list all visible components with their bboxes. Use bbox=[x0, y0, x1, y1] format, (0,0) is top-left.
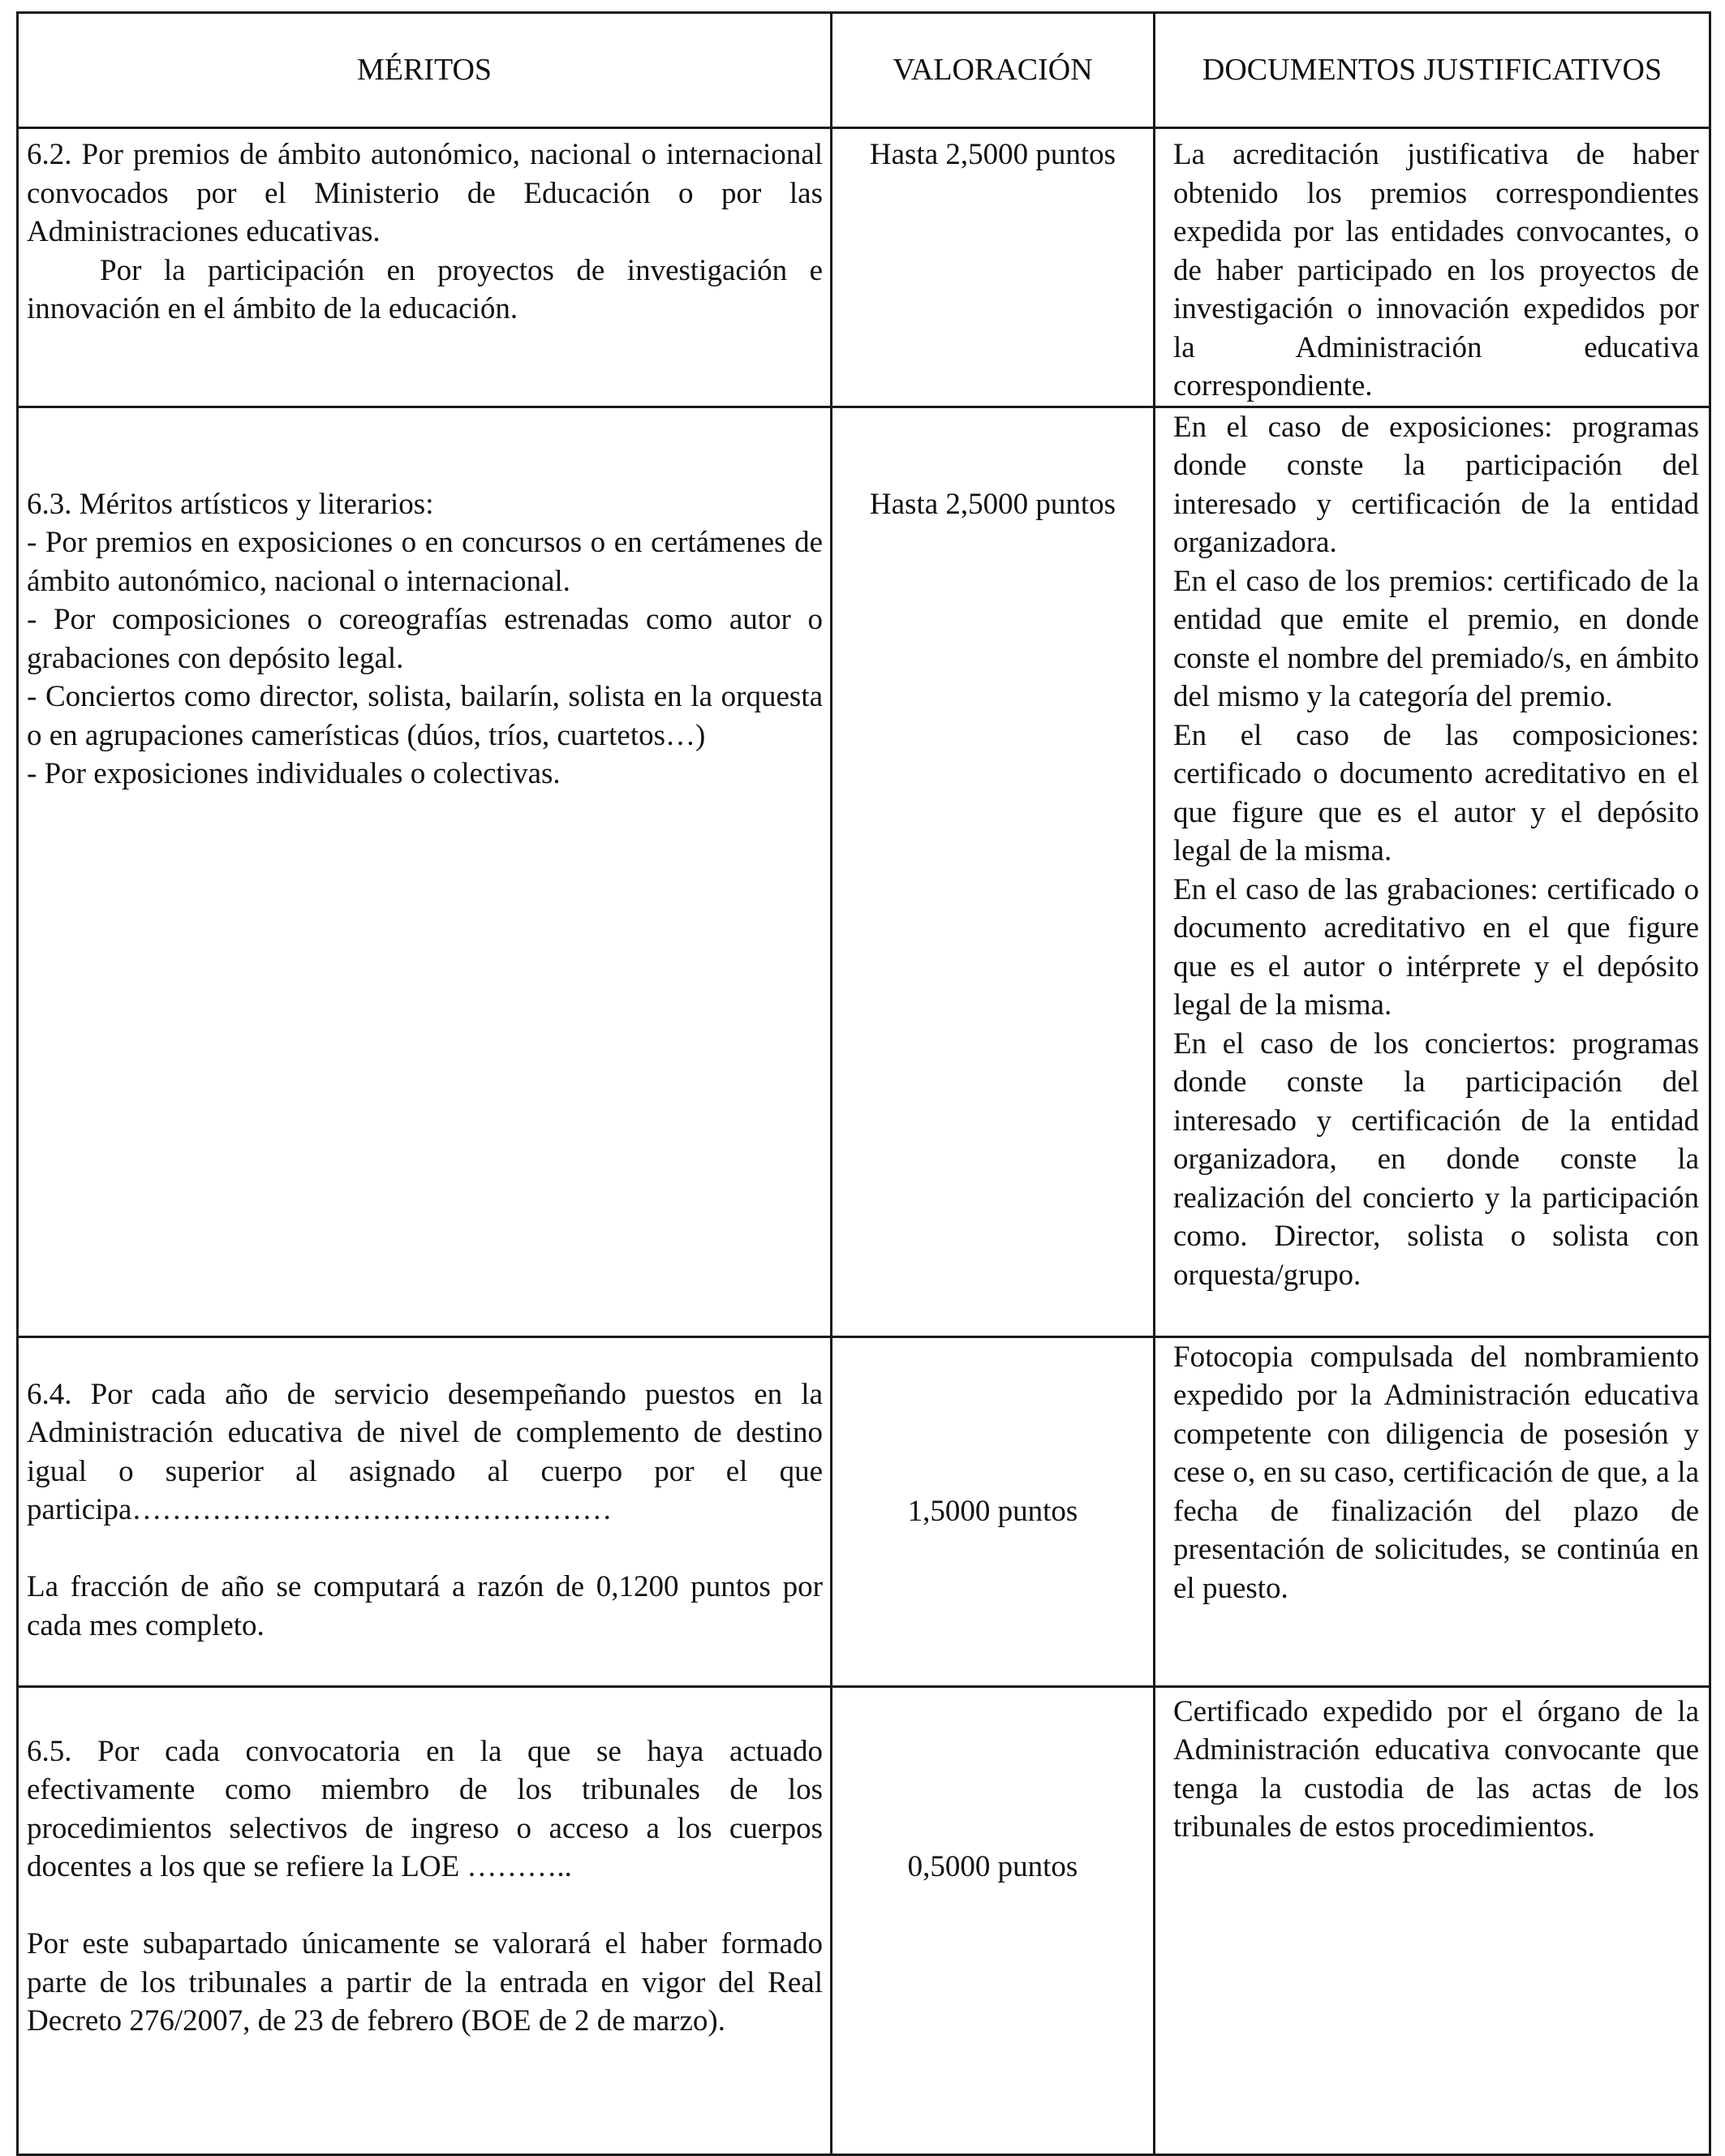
header-meritos: MÉRITOS bbox=[18, 13, 832, 128]
table-row bbox=[18, 1686, 1710, 2154]
merit-text: Por este subapartado únicamente se valorará el haber formado parte de los tribunales a partir de la entrada en vigor del Real Decreto 276/2007, de 23 de febrero (BOE de 2 de marzo). bbox=[27, 1927, 823, 2038]
documents-cell bbox=[1155, 1686, 1710, 2154]
merit-cell bbox=[18, 1336, 832, 1686]
merit-text: 6.4. Por cada año de servicio desempeñando puestos en la Administración educativa de nivel de complemento de destino igual o superior al asignado al cuerpo por el que participa………………………………………… bbox=[27, 1377, 823, 1526]
merit-text: 6.2. Por premios de ámbito autonómico, nacional o internacional convocados por el Ministerio de Educación o por las Administraciones educativas. bbox=[27, 138, 823, 248]
merit-text: - Por premios en exposiciones o en concursos o en certámenes de ámbito autonómico, nacional o internacional. bbox=[27, 526, 823, 598]
documents-cell bbox=[1155, 128, 1710, 407]
documents-text: Fotocopia compulsada del nombramiento expedido por la Administración educativa competente con diligencia de posesión y cese o, en su caso, certificación de que, a la fecha de finalización del plazo de presentación de solicitudes, se continúa en el puesto. bbox=[1173, 1340, 1699, 1605]
documents-text: En el caso de exposiciones: programas donde conste la participación del interesado y certificación de la entidad organizadora. bbox=[1173, 410, 1699, 559]
table-row bbox=[18, 128, 1710, 407]
header-row bbox=[18, 13, 1710, 128]
documents-cell bbox=[1155, 1336, 1710, 1686]
valuation-text: 1,5000 puntos bbox=[907, 1494, 1078, 1528]
valuation-text: Hasta 2,5000 puntos bbox=[869, 138, 1116, 171]
valuation-cell bbox=[832, 407, 1155, 1336]
merit-cell bbox=[18, 1686, 832, 2154]
merit-text: - Por exposiciones individuales o colectivas. bbox=[27, 757, 561, 790]
merit-cell bbox=[18, 128, 832, 407]
documents-text: Certificado expedido por el órgano de la Administración educativa convocante que tenga la custodia de las actas de los tribunales de estos procedimientos. bbox=[1173, 1694, 1699, 1844]
valuation-text: 0,5000 puntos bbox=[907, 1849, 1078, 1883]
merit-text: - Por composiciones o coreografías estrenadas como autor o grabaciones con depósito legal. bbox=[27, 603, 823, 675]
merits-table bbox=[16, 11, 1711, 2156]
valuation-cell bbox=[832, 1336, 1155, 1686]
documents-text: La acreditación justificativa de haber obtenido los premios correspondientes expedida por las entidades convocantes, o de haber participado en los proyectos de investigación o innovación expedidos por la Administración educativa correspondiente. bbox=[1173, 138, 1699, 402]
merit-text: - Conciertos como director, solista, bailarín, solista en la orquesta o en agrupaciones camerísticas (dúos, tríos, cuartetos…) bbox=[27, 680, 823, 752]
documents-text: En el caso de las grabaciones: certificado o documento acreditativo en el que figure que es el autor o intérprete y el depósito legal de la misma. bbox=[1173, 872, 1699, 1022]
documents-text: En el caso de los premios: certificado de la entidad que emite el premio, en donde conste el nombre del premiado/s, en ámbito del mismo y la categoría del premio. bbox=[1173, 564, 1699, 713]
merit-text: Por la participación en proyectos de investigación e innovación en el ámbito de la educación. bbox=[27, 253, 823, 325]
table-row bbox=[18, 407, 1710, 1336]
valuation-cell bbox=[832, 128, 1155, 407]
table-row bbox=[18, 1336, 1710, 1686]
valuation-text: Hasta 2,5000 puntos bbox=[869, 487, 1116, 521]
valuation-cell bbox=[832, 1686, 1155, 2154]
merit-text: 6.5. Por cada convocatoria en la que se haya actuado efectivamente como miembro de los tribunales de los procedimientos selectivos de ingreso o acceso a los cuerpos docentes a los que se refiere la LOE ……….. bbox=[27, 1734, 823, 1883]
header-documentos: DOCUMENTOS JUSTIFICATIVOS bbox=[1155, 13, 1710, 128]
documents-text: En el caso de las composiciones: certificado o documento acreditativo en el que figure que es el autor y el depósito legal de la misma. bbox=[1173, 718, 1699, 867]
documents-text: En el caso de los conciertos: programas donde conste la participación del interesado y certificación de la entidad organizadora, en donde conste la realización del concierto y la participación como. Director, solista o solista con orquesta/grupo. bbox=[1173, 1026, 1699, 1292]
merit-text: 6.3. Méritos artísticos y literarios: bbox=[27, 487, 434, 521]
header-valoracion: VALORACIÓN bbox=[832, 13, 1155, 128]
documents-cell bbox=[1155, 407, 1710, 1336]
merit-cell bbox=[18, 407, 832, 1336]
merit-text: La fracción de año se computará a razón de 0,1200 puntos por cada mes completo. bbox=[27, 1570, 823, 1642]
